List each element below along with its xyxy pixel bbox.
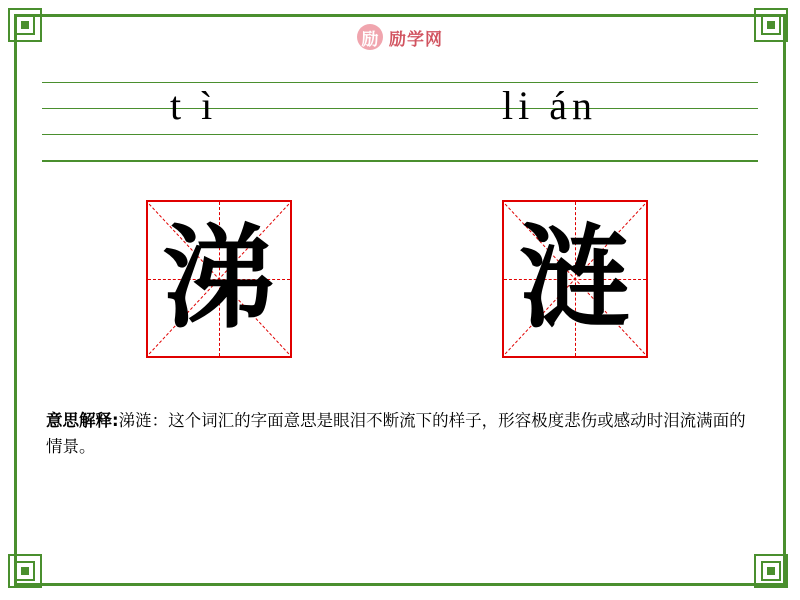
staff-line-4 [42,160,758,162]
character-grid-2 [502,200,648,358]
corner-ornament-top-left [8,8,46,46]
explanation-block [46,408,758,459]
logo-mark-icon: 励 [357,24,383,50]
explanation-text: 涕涟：这个词汇的字面意思是眼泪不断流下的样子，形容极度悲伤或感动时泪流满面的情景。 [46,411,746,456]
corner-ornament-top-right [754,8,792,46]
staff-line-3 [42,134,758,135]
frame-right-line [783,14,786,586]
pinyin-syllable-2: li án [502,83,597,128]
staff-line-2 [42,108,758,109]
hanzi-character-1: 涕 [163,214,275,344]
frame-top-line [14,14,786,17]
corner-ornament-bottom-left [8,554,46,592]
explanation-label: 意思解释: [46,411,119,430]
site-logo [357,22,443,52]
pinyin-syllable-1: t ì [170,83,218,128]
logo-text: 励学网 [389,29,443,49]
hanzi-character-2: 涟 [519,214,631,344]
frame-bottom-line [14,583,786,586]
staff-line-1 [42,82,758,83]
corner-ornament-bottom-right [754,554,792,592]
frame-left-line [14,14,17,586]
pinyin-staff [42,82,758,160]
character-grid-1 [146,200,292,358]
